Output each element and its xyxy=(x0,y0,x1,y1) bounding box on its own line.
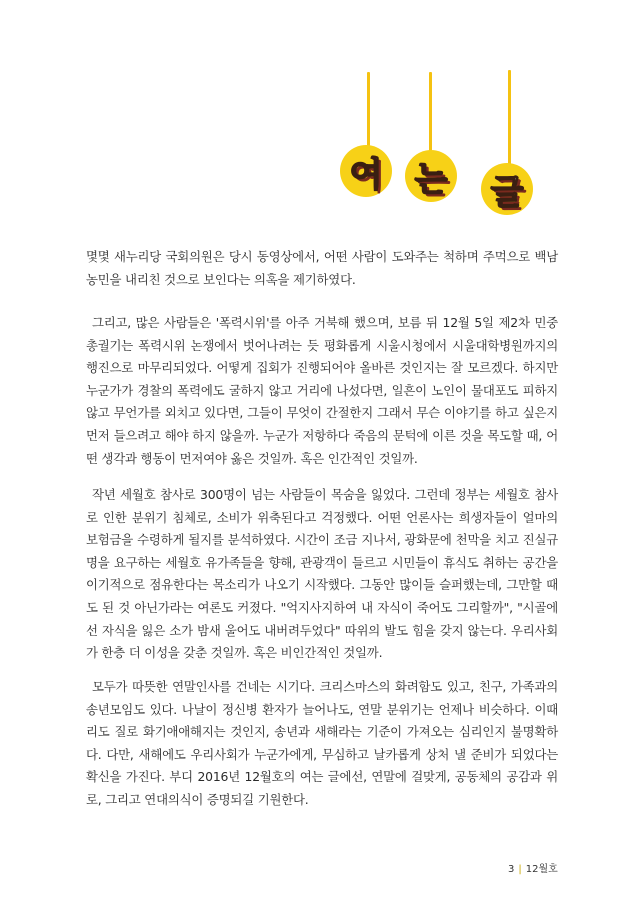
hanging-string xyxy=(508,70,511,170)
hanging-string xyxy=(429,72,432,158)
title-ornament xyxy=(340,145,392,197)
paragraph: 작년 세월호 참사로 300명이 넘는 사람들이 목숨을 잃었다. 그런데 정부는 세월호 참사로 인한 분위기 침체로, 소비가 위축된다고 걱정했다. 어떤 언론사는 희생자들이 얼마의 보험금을 수령하게 될지를 분석하였다. 시간이 조금 지나서, 광화문에 천막을 치고 진실규명을 요구하는 세월호 유가족들을 향해, 관광객이 들르고 시민들이 휴식도 취하는 공간을 이기적으로 점유한다는 목소리가 나오기 시작했다. 그동안 많이들 슬퍼했는데, 그만할 때도 된 것 아닌가라는 여론도 커졌다. "억지사지하여 내 자식이 죽어도 그리할까", "시골에선 자식을 잃은 소가 밤새 울어도 내버려두었다" 따위의 발도 힘을 갖지 않는다. 우리사회가 한층 더 이성을 갖춘 것일까. 혹은 비인간적인 것일까. xyxy=(86,487,558,661)
title-decoration xyxy=(0,0,640,230)
paragraph: 몇몇 새누리당 국회의원은 당시 동영상에서, 어떤 사람이 도와주는 척하며 주먹으로 백남농민을 내리친 것으로 보인다는 의혹을 제기하였다. xyxy=(86,249,558,287)
page-footer xyxy=(508,860,558,875)
title-char: 는 xyxy=(414,159,448,200)
title-ornament xyxy=(405,150,457,202)
title-ornament xyxy=(481,163,533,215)
hanging-string xyxy=(367,72,370,150)
page-number: 3 xyxy=(508,864,515,875)
footer-separator: | xyxy=(518,864,522,875)
paragraph: 모두가 따뜻한 연말인사를 건네는 시기다. 크리스마스의 화려함도 있고, 친구, 가족과의 송년모임도 있다. 나날이 정신병 환자가 늘어나도, 연말 분위기는 언제나 비슷하다. 이때리도 질로 화기애애해지는 것인지, 송년과 새해라는 기준이 가져오는 심리인지 불명확하다. 다만, 새해에도 우리사회가 누군가에게, 무심하고 날카롭게 상처 낼 준비가 되었다는 확신을 가진다. 부디 2016년 12월호의 여는 글에선, 연말에 걸맞게, 공동체의 공감과 위로, 그리고 연대의식이 증명되길 기원한다. xyxy=(86,679,558,807)
title-char: 글 xyxy=(490,172,524,213)
paragraph: 그리고, 많은 사람들은 '폭력시위'를 아주 거북해 했으며, 보름 뒤 12월 5일 제2차 민중총궐기는 폭력시위 논쟁에서 벗어나려는 듯 평화롭게 시울시청에서 시울대학병원까지의 행진으로 마무리되었다. 어떻게 집회가 진행되어야 올바른 것인지는 잘 모르겠다. 하지만 누군가가 경찰의 폭력에도 굴하지 않고 거리에 나섰다면, 일흔이 노인이 물대포도 피하지 않고 무언가를 외치고 있다면, 그들이 무엇이 간절한지 그래서 무슨 이야기를 하고 싶은지 먼저 들으려고 해야 하지 않을까. 누군가 저항하다 죽음의 문턱에 이른 것을 목도할 때, 어떤 생각과 행동이 먼저여야 옳은 것일까. 혹은 인간적인 것일까. xyxy=(86,315,558,466)
issue-label: 12월호 xyxy=(525,864,558,875)
title-char: 여 xyxy=(349,154,383,195)
